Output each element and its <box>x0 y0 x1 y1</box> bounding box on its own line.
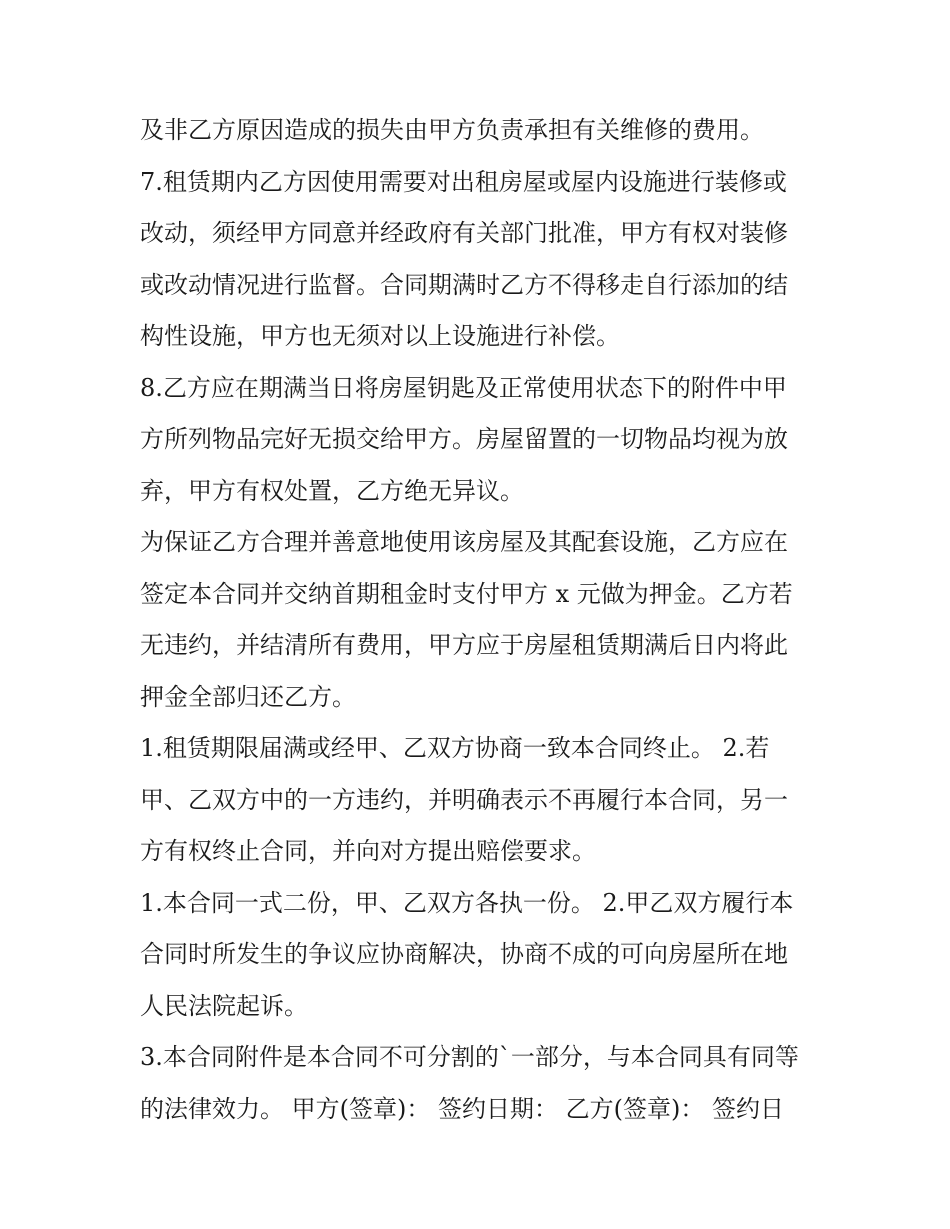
text-line: 改动，须经甲方同意并经政府有关部门批准，甲方有权对装修 <box>140 219 788 247</box>
text-line: 8.乙方应在期满当日将房屋钥匙及正常使用状态下的附件中甲 <box>140 373 787 402</box>
text-line: 构性设施，甲方也无须对以上设施进行补偿。 <box>140 322 620 350</box>
text-line: 押金全部归还乙方。 <box>140 682 356 711</box>
text-line: 为保证乙方合理并善意地使用该房屋及其配套设施，乙方应在 <box>140 528 788 556</box>
text-line: 7.租赁期内乙方因使用需要对出租房屋或屋内设施进行装修或 <box>140 167 787 196</box>
text-line: 弃，甲方有权处置，乙方绝无异议。 <box>140 476 524 505</box>
text-line: 甲、乙双方中的一方违约，并明确表示不再履行本合同，另一 <box>140 785 788 814</box>
text-line: 人民法院起诉。 <box>140 991 308 1020</box>
text-line: 1.本合同一式二份，甲、乙双方各执一份。 2.甲乙双方履行本 <box>140 888 794 917</box>
text-line: 3.本合同附件是本合同不可分割的`一部分，与本合同具有同等 <box>140 1043 799 1071</box>
text-line: 或改动情况进行监督。合同期满时乙方不得移走自行添加的结 <box>140 270 788 299</box>
text-line: 及非乙方原因造成的损失由甲方负责承担有关维修的费用。 <box>140 116 764 144</box>
text-line: 签定本合同并交纳首期租金时支付甲方 x 元做为押金。乙方若 <box>140 579 793 608</box>
text-line: 方所列物品完好无损交给甲方。房屋留置的一切物品均视为放 <box>140 425 788 453</box>
text-line: 1.租赁期限届满或经甲、乙双方协商一致本合同终止。 2.若 <box>140 734 770 762</box>
text-line: 无违约，并结清所有费用，甲方应于房屋租赁期满后日内将此 <box>140 631 788 659</box>
text-line: 方有权终止合同，并向对方提出赔偿要求。 <box>140 837 596 865</box>
text-line: 的法律效力。 甲方(签章)： 签约日期： 乙方(签章)： 签约日 <box>140 1094 784 1123</box>
document-body <box>140 105 830 1135</box>
text-line: 合同时所发生的争议应协商解决，协商不成的可向房屋所在地 <box>140 940 788 968</box>
